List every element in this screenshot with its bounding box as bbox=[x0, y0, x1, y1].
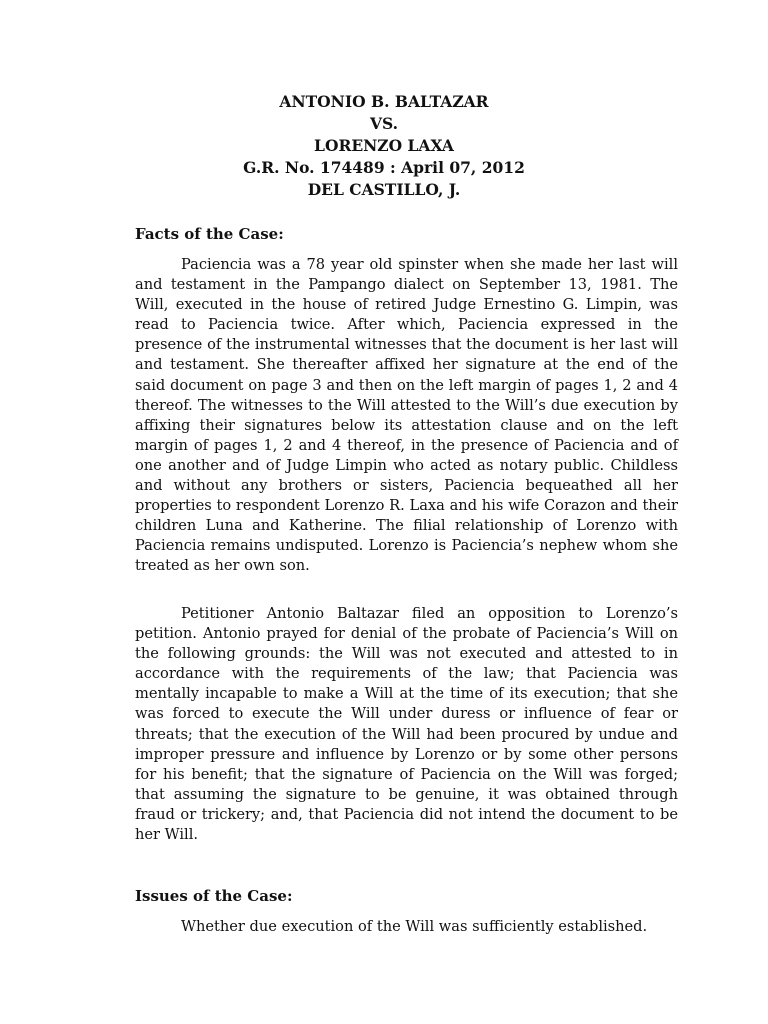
petitioner-name: ANTONIO B. BALTAZAR bbox=[279, 92, 489, 111]
issues-paragraph: Whether due execution of the Will was sufficiently established. bbox=[181, 918, 648, 935]
facts-paragraph: Paciencia was a 78 year old spinster when she made her last will and testament in the Pampango dialect on September 13, 1981. The Will, executed in the house of retired Judge Ernestino G. Limpin, was read to Paciencia twice. After which, Paciencia expressed in the presence of the instrumental witnesses that the document is her last will and testament. She thereafter affixed her signature at the end of the said document on page 3 and then on the left margin of pages 1, 2 and 4 thereof. The witnesses to the Will attested to the Will’s due execution by affixing their signatures below its attestation clause and on the left margin of pages 1, 2 and 4 thereof, in the presence of Paciencia and of one another and of Judge Limpin who acted as notary public. Childless and without any brothers or sisters, Paciencia bequeathed all her properties to respondent Lorenzo R. Laxa and his wife Corazon and their children Luna and Katherine. The filial relationship of Lorenzo with Paciencia remains undisputed. Lorenzo is Paciencia’s nephew whom she treated as her own son. bbox=[135, 256, 678, 575]
case-caption bbox=[0, 91, 768, 201]
issues-heading: Issues of the Case: bbox=[135, 887, 293, 905]
facts-heading: Facts of the Case: bbox=[135, 225, 284, 243]
facts-paragraph: Petitioner Antonio Baltazar filed an opposition to Lorenzo’s petition. Antonio prayed for denial of the probate of Paciencia’s Will on the following grounds: the Will was not executed and attested to in accordance with the requirements of the law; that Paciencia was mentally incapable to make a Will at the time of its execution; that she was forced to execute the Will under duress or influence of fear or threats; that the execution of the Will had been procured by undue and improper pressure and influence by Lorenzo or by some other persons for his benefit; that the signature of Paciencia on the Will was forged; that assuming the signature to be genuine, it was obtained through fraud or trickery; and, that Paciencia did not intend the document to be her Will. bbox=[135, 605, 678, 844]
versus-label: VS. bbox=[369, 114, 399, 133]
respondent-name: LORENZO LAXA bbox=[314, 136, 454, 155]
case-number-date: G.R. No. 174489 : April 07, 2012 bbox=[243, 158, 525, 177]
ponente: DEL CASTILLO, J. bbox=[307, 180, 461, 199]
